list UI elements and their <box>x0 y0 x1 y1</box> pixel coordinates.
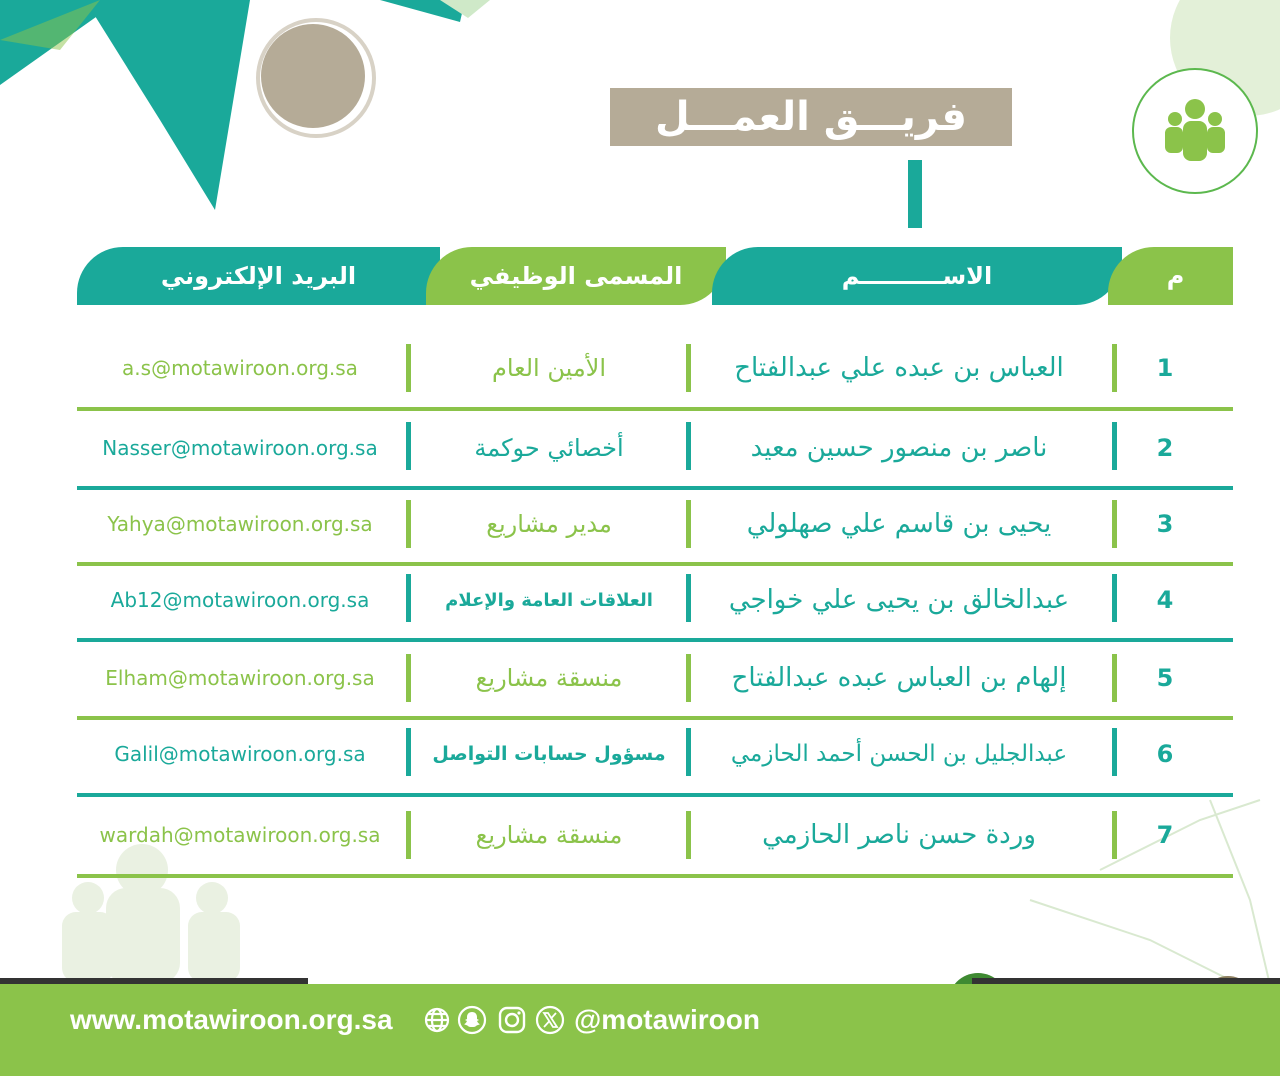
header-number <box>1108 247 1233 305</box>
name-cell: العباس بن عبده علي عبدالفتاح <box>734 353 1064 383</box>
job-title-cell: مسؤول حسابات التواصل <box>432 743 666 765</box>
email-cell: a.s@motawiroon.org.sa <box>122 356 358 380</box>
title-stem <box>908 160 922 228</box>
job-title-cell: أخصائي حوكمة <box>474 434 624 462</box>
number-cell: 1 <box>1156 354 1174 382</box>
name-cell: إلهام بن العباس عبده عبدالفتاح <box>731 663 1067 693</box>
table-row <box>77 410 1233 486</box>
name-cell: عبدالجليل بن الحسن أحمد الحازمي <box>730 741 1068 767</box>
table-row <box>77 330 1233 406</box>
column-divider <box>406 811 411 859</box>
header-name-label: الاســــــــــم <box>841 262 993 290</box>
row-divider <box>77 874 1233 878</box>
table-row <box>77 716 1233 792</box>
column-divider <box>406 654 411 702</box>
number-cell: 2 <box>1156 434 1174 462</box>
name-cell: يحيى بن قاسم علي صهلولي <box>746 509 1052 539</box>
number-cell: 3 <box>1156 510 1174 538</box>
team-icon-badge <box>1132 68 1258 194</box>
column-divider <box>406 728 411 776</box>
job-title-cell: منسقة مشاريع <box>475 664 623 692</box>
number-cell: 6 <box>1156 740 1174 768</box>
email-cell: Elham@motawiroon.org.sa <box>105 666 375 690</box>
x-icon[interactable] <box>533 1003 567 1037</box>
column-divider <box>406 500 411 548</box>
header-name <box>712 247 1122 305</box>
number-cell: 7 <box>1156 821 1174 849</box>
page-title: فريـــق العمـــل <box>655 94 967 140</box>
footer-social-handle[interactable]: @motawiroon <box>574 1004 760 1035</box>
table-row <box>77 486 1233 562</box>
header-job-title-label: المسمى الوظيفي <box>469 262 683 290</box>
email-cell: wardah@motawiroon.org.sa <box>99 823 381 847</box>
email-cell: Nasser@motawiroon.org.sa <box>102 436 378 460</box>
table-row <box>77 640 1233 716</box>
name-cell: ناصر بن منصور حسين معيد <box>750 433 1048 463</box>
snapchat-icon[interactable] <box>455 1003 489 1037</box>
column-divider <box>406 574 411 622</box>
header-number-label: م <box>1166 262 1185 290</box>
table-row <box>77 797 1233 873</box>
column-divider <box>406 422 411 470</box>
footer-website-link[interactable]: www.motawiroon.org.sa <box>70 1004 393 1035</box>
title-banner <box>610 88 1012 146</box>
globe-icon[interactable] <box>420 1003 454 1037</box>
header-email-label: البريد الإلكتروني <box>160 262 357 290</box>
header-job-title <box>426 247 726 305</box>
name-cell: عبدالخالق بن يحيى علي خواجي <box>728 585 1070 615</box>
column-divider <box>406 344 411 392</box>
email-cell: Galil@motawiroon.org.sa <box>114 742 366 766</box>
email-cell: Yahya@motawiroon.org.sa <box>107 512 373 536</box>
team-icon <box>1159 95 1231 167</box>
number-cell: 4 <box>1156 586 1174 614</box>
email-cell: Ab12@motawiroon.org.sa <box>110 588 370 612</box>
name-cell: وردة حسن ناصر الحازمي <box>762 820 1036 850</box>
job-title-cell: الأمين العام <box>491 354 607 382</box>
job-title-cell: منسقة مشاريع <box>475 821 623 849</box>
table-row <box>77 562 1233 638</box>
job-title-cell: مدير مشاريع <box>486 510 612 538</box>
number-cell: 5 <box>1156 664 1174 692</box>
instagram-icon[interactable] <box>495 1003 529 1037</box>
header-email <box>77 247 440 305</box>
job-title-cell: العلاقات العامة والإعلام <box>445 589 653 611</box>
